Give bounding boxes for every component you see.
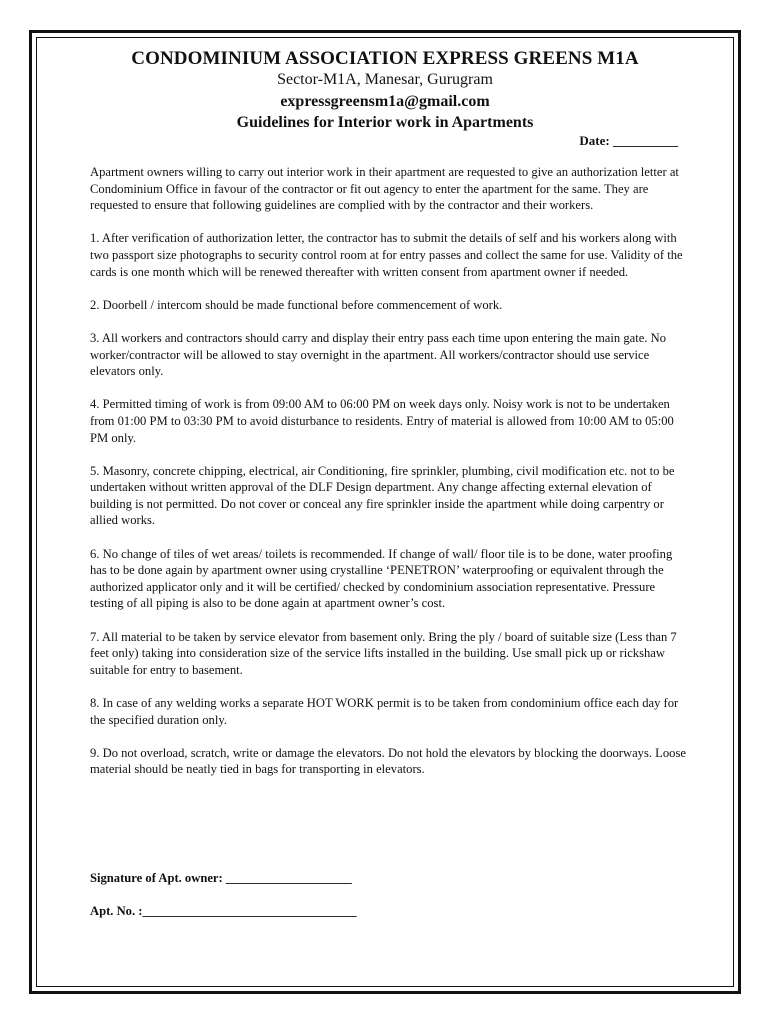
guidelines-body: [90, 164, 690, 795]
signature-field: Signature of Apt. owner: ____________________: [90, 871, 352, 885]
guideline-6: 6. No change of tiles of wet areas/ toilets is recommended. If change of wall/ floor tile is to be done, water proofing has to be done again by apartment owner using crystalline ‘PENETRON’ waterproofing or equivalent through the authorized applicator only and it will be certified/ checked by condominium association representative. Pressure testing of all piping is also to be done again at apartment owner’s cost.: [90, 546, 673, 611]
document-subtitle: Guidelines for Interior work in Apartments: [236, 114, 534, 131]
intro-paragraph: Apartment owners willing to carry out interior work in their apartment are requested to give an authorization letter at Condominium Office in favour of the contractor or fit out agency to enter the apartment for the same. They are requested to ensure that following guidelines are complied with by the contractor and their workers.: [90, 165, 679, 213]
email-line: expressgreensm1a@gmail.com: [280, 93, 490, 110]
guideline-1: 1. After verification of authorization letter, the contractor has to submit the details of self and his workers along with two passport size photographs to security control room at for entry passes and collect the same for use. Validity of the cards is one month which will be renewed thereafter with written consent from apartment owner if needed.: [90, 231, 683, 279]
guideline-7: 7. All material to be taken by service elevator from basement only. Bring the ply / board of suitable size (Less than 7 feet only) taking into consideration size of the service lifts installed in the building. Use small pick up or rickshaw suitable for entry to basement.: [90, 629, 677, 677]
address-line: Sector-M1A, Manesar, Gurugram: [277, 71, 493, 88]
guideline-5: 5. Masonry, concrete chipping, electrical, air Conditioning, fire sprinkler, plumbing, civil modification etc. not to be undertaken without written approval of the DLF Design department. Any change affecting external elevation of building is not permitted. Do not cover or conceal any fire sprinkler inside the apartment while doing carpentry or allied works.: [90, 463, 675, 528]
document-title: CONDOMINIUM ASSOCIATION EXPRESS GREENS M1A: [131, 48, 639, 69]
guideline-2: 2. Doorbell / intercom should be made functional before commencement of work.: [90, 297, 503, 312]
guideline-9: 9. Do not overload, scratch, write or damage the elevators. Do not hold the elevators by blocking the doorways. Loose material should be neatly tied in bags for transporting in elevators.: [90, 745, 686, 777]
guideline-8: 8. In case of any welding works a separate HOT WORK permit is to be taken from condominium office each day for the specified duration only.: [90, 696, 679, 727]
guideline-3: 3. All workers and contractors should carry and display their entry pass each time upon entering the main gate. No worker/contractor will be allowed to stay overnight in the apartment. All workers/contractor should use service elevators only.: [90, 330, 666, 379]
apartment-number-field: Apt. No. :__________________________________: [90, 904, 357, 918]
date-field: Date: __________: [579, 133, 678, 148]
guideline-4: 4. Permitted timing of work is from 09:00 AM to 06:00 PM on week days only. Noisy work is not to be undertaken from 01:00 PM to 03:30 PM to avoid disturbance to residents. Entry of material is allowed from 10:00 AM to 05:00 PM only.: [90, 397, 674, 445]
